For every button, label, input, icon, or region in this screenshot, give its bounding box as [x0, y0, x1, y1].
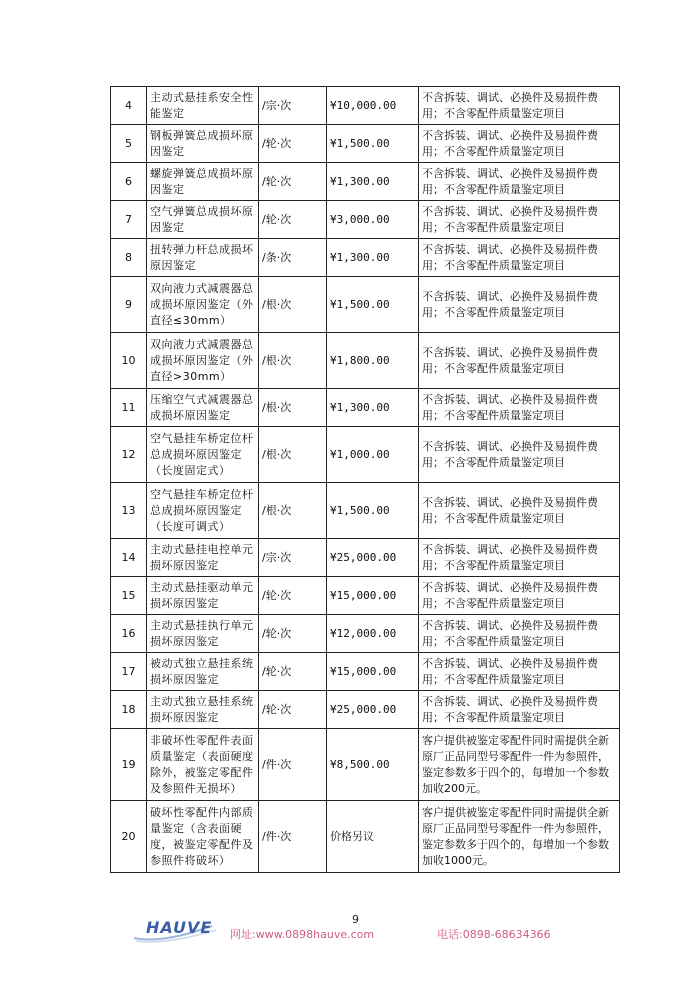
- unit-cell: /宗·次: [259, 87, 327, 125]
- note-cell: 不含拆装、调试、必换件及易损件费用；不含零配件质量鉴定项目: [419, 239, 620, 277]
- price-cell: ¥1,300.00: [327, 239, 419, 277]
- row-number: 9: [111, 277, 147, 333]
- table-row: [111, 125, 620, 163]
- hauve-logo: HAUVE: [146, 918, 213, 937]
- row-number: 18: [111, 691, 147, 729]
- price-cell: ¥1,500.00: [327, 483, 419, 539]
- table-row: [111, 239, 620, 277]
- note-cell: 不含拆装、调试、必换件及易损件费用；不含零配件质量鉴定项目: [419, 577, 620, 615]
- note-cell: 不含拆装、调试、必换件及易损件费用；不含零配件质量鉴定项目: [419, 539, 620, 577]
- note-cell: 客户提供被鉴定零配件同时需提供全新原厂正品同型号零配件一件为参照件，鉴定参数多于四个的，每增加一个参数加收200元。: [419, 729, 620, 801]
- item-name: 空气悬挂车桥定位杆总成损坏原因鉴定（长度固定式）: [147, 427, 259, 483]
- price-cell: ¥25,000.00: [327, 539, 419, 577]
- item-name: 非破坏性零配件表面质量鉴定（表面硬度除外，被鉴定零配件及参照件无损坏）: [147, 729, 259, 801]
- price-cell: ¥1,800.00: [327, 333, 419, 389]
- row-number: 12: [111, 427, 147, 483]
- row-number: 11: [111, 389, 147, 427]
- row-number: 15: [111, 577, 147, 615]
- table-row: [111, 87, 620, 125]
- item-name: 主动式悬挂电控单元损坏原因鉴定: [147, 539, 259, 577]
- unit-cell: /轮·次: [259, 577, 327, 615]
- table-row: [111, 801, 620, 873]
- price-cell: ¥1,300.00: [327, 163, 419, 201]
- row-number: 16: [111, 615, 147, 653]
- note-cell: 客户提供被鉴定零配件同时需提供全新原厂正品同型号零配件一件为参照件，鉴定参数多于四个的，每增加一个参数加收1000元。: [419, 801, 620, 873]
- price-cell: ¥12,000.00: [327, 615, 419, 653]
- unit-cell: /轮·次: [259, 653, 327, 691]
- price-cell: ¥8,500.00: [327, 729, 419, 801]
- table-row: [111, 163, 620, 201]
- price-cell: ¥1,300.00: [327, 389, 419, 427]
- table-row: [111, 483, 620, 539]
- note-cell: 不含拆装、调试、必换件及易损件费用；不含零配件质量鉴定项目: [419, 615, 620, 653]
- note-cell: 不含拆装、调试、必换件及易损件费用；不含零配件质量鉴定项目: [419, 427, 620, 483]
- row-number: 5: [111, 125, 147, 163]
- row-number: 6: [111, 163, 147, 201]
- item-name: 压缩空气式减震器总成损坏原因鉴定: [147, 389, 259, 427]
- note-cell: 不含拆装、调试、必换件及易损件费用；不含零配件质量鉴定项目: [419, 333, 620, 389]
- unit-cell: /宗·次: [259, 539, 327, 577]
- note-cell: 不含拆装、调试、必换件及易损件费用；不含零配件质量鉴定项目: [419, 691, 620, 729]
- item-name: 主动式悬挂驱动单元损坏原因鉴定: [147, 577, 259, 615]
- table-row: [111, 333, 620, 389]
- note-cell: 不含拆装、调试、必换件及易损件费用；不含零配件质量鉴定项目: [419, 125, 620, 163]
- row-number: 17: [111, 653, 147, 691]
- note-cell: 不含拆装、调试、必换件及易损件费用；不含零配件质量鉴定项目: [419, 389, 620, 427]
- unit-cell: /轮·次: [259, 201, 327, 239]
- item-name: 主动式悬挂执行单元损坏原因鉴定: [147, 615, 259, 653]
- footer-website: 网址:www.0898hauve.com: [230, 928, 375, 941]
- table-row: [111, 389, 620, 427]
- table-row: [111, 277, 620, 333]
- item-name: 扭转弹力杆总成损坏原因鉴定: [147, 239, 259, 277]
- row-number: 8: [111, 239, 147, 277]
- unit-cell: /轮·次: [259, 615, 327, 653]
- unit-cell: /根·次: [259, 427, 327, 483]
- price-table: [110, 86, 620, 873]
- row-number: 7: [111, 201, 147, 239]
- price-cell: ¥15,000.00: [327, 577, 419, 615]
- price-table-body: [111, 87, 620, 873]
- price-cell: ¥1,500.00: [327, 277, 419, 333]
- price-cell: ¥1,500.00: [327, 125, 419, 163]
- table-row: [111, 729, 620, 801]
- item-name: 被动式独立悬挂系统损坏原因鉴定: [147, 653, 259, 691]
- unit-cell: /轮·次: [259, 125, 327, 163]
- unit-cell: /根·次: [259, 483, 327, 539]
- item-name: 破坏性零配件内部质量鉴定（含表面硬度，被鉴定零配件及参照件将破坏）: [147, 801, 259, 873]
- row-number: 14: [111, 539, 147, 577]
- unit-cell: /根·次: [259, 333, 327, 389]
- item-name: 空气弹簧总成损坏原因鉴定: [147, 201, 259, 239]
- note-cell: 不含拆装、调试、必换件及易损件费用；不含零配件质量鉴定项目: [419, 87, 620, 125]
- row-number: 13: [111, 483, 147, 539]
- unit-cell: /根·次: [259, 389, 327, 427]
- unit-cell: /件·次: [259, 729, 327, 801]
- row-number: 4: [111, 87, 147, 125]
- item-name: 钢板弹簧总成损坏原因鉴定: [147, 125, 259, 163]
- unit-cell: /轮·次: [259, 163, 327, 201]
- row-number: 20: [111, 801, 147, 873]
- item-name: 双向液力式减震器总成损坏原因鉴定（外直径≤30mm）: [147, 277, 259, 333]
- unit-cell: /件·次: [259, 801, 327, 873]
- table-row: [111, 427, 620, 483]
- table-row: [111, 691, 620, 729]
- price-cell: ¥10,000.00: [327, 87, 419, 125]
- price-cell: 价格另议: [327, 801, 419, 873]
- unit-cell: /条·次: [259, 239, 327, 277]
- item-name: 主动式悬挂系安全性能鉴定: [147, 87, 259, 125]
- item-name: 主动式独立悬挂系统损坏原因鉴定: [147, 691, 259, 729]
- price-cell: ¥3,000.00: [327, 201, 419, 239]
- table-row: [111, 201, 620, 239]
- note-cell: 不含拆装、调试、必换件及易损件费用；不含零配件质量鉴定项目: [419, 163, 620, 201]
- note-cell: 不含拆装、调试、必换件及易损件费用；不含零配件质量鉴定项目: [419, 201, 620, 239]
- note-cell: 不含拆装、调试、必换件及易损件费用；不含零配件质量鉴定项目: [419, 277, 620, 333]
- price-cell: ¥15,000.00: [327, 653, 419, 691]
- item-name: 螺旋弹簧总成损坏原因鉴定: [147, 163, 259, 201]
- unit-cell: /轮·次: [259, 691, 327, 729]
- unit-cell: /根·次: [259, 277, 327, 333]
- table-row: [111, 539, 620, 577]
- page-number: 9: [352, 913, 359, 926]
- note-cell: 不含拆装、调试、必换件及易损件费用；不含零配件质量鉴定项目: [419, 483, 620, 539]
- table-row: [111, 577, 620, 615]
- note-cell: 不含拆装、调试、必换件及易损件费用；不含零配件质量鉴定项目: [419, 653, 620, 691]
- price-cell: ¥25,000.00: [327, 691, 419, 729]
- item-name: 空气悬挂车桥定位杆总成损坏原因鉴定（长度可调式）: [147, 483, 259, 539]
- table-row: [111, 615, 620, 653]
- table-row: [111, 653, 620, 691]
- footer-phone: 电话:0898-68634366: [437, 928, 551, 941]
- row-number: 19: [111, 729, 147, 801]
- row-number: 10: [111, 333, 147, 389]
- price-cell: ¥1,000.00: [327, 427, 419, 483]
- item-name: 双向液力式减震器总成损坏原因鉴定（外直径>30mm）: [147, 333, 259, 389]
